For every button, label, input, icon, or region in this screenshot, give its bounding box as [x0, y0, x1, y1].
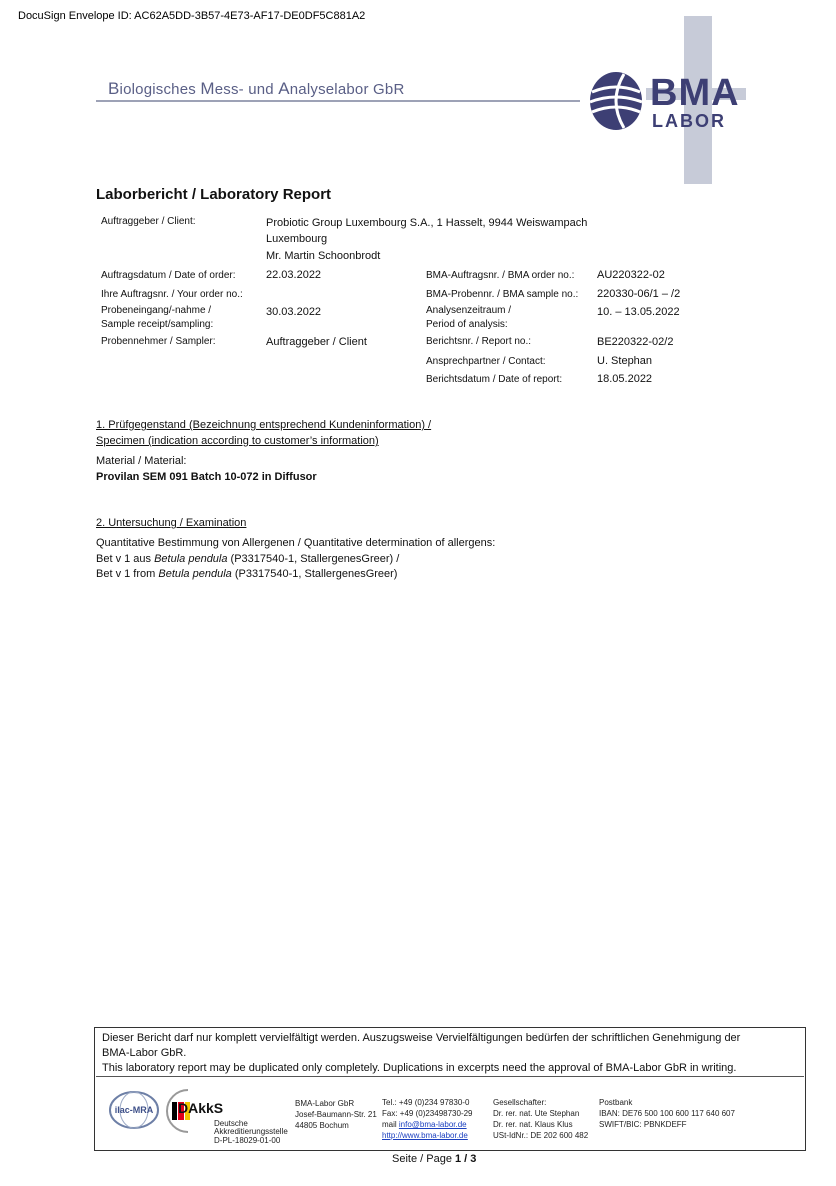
address-line: Josef-Baumann-Str. 21 [295, 1110, 377, 1119]
field-value: 30.03.2022 [266, 306, 322, 318]
field-label: Sample receipt/sampling: [101, 319, 214, 330]
lab-name-part: B [108, 79, 120, 98]
page-prefix: Seite / Page [392, 1153, 455, 1165]
field-value: U. Stephan [597, 355, 653, 367]
field-label: Ansprechpartner / Contact: [426, 356, 546, 367]
shareholder-line: Gesellschafter: [493, 1098, 547, 1107]
lab-name-part: iologisches [119, 81, 201, 98]
field-value: BE220322-02/2 [597, 336, 674, 348]
shareholder-line: Dr. rer. nat. Klaus Klus [493, 1120, 573, 1129]
exam-text: (P3317540-1, StallergenesGreer) / [227, 553, 400, 565]
field-label: Period of analysis: [426, 319, 508, 330]
bank-line: Postbank [599, 1098, 633, 1107]
material-label: Material / Material: [96, 455, 187, 467]
header-rule [96, 100, 580, 102]
disclaimer-en: This laboratory report may be duplicated only completely. Duplications in excerpts need the approval of BMA-Labor GbR in writing. [102, 1062, 737, 1074]
mail-prefix: mail [382, 1120, 399, 1129]
page-count: 1 / 3 [455, 1153, 477, 1165]
web-link[interactable]: http://www.bma-labor.de [382, 1131, 468, 1140]
field-label: Ihre Auftragsnr. / Your order no.: [101, 289, 243, 300]
logo-bma: BMA [650, 72, 740, 114]
shareholder-line: Dr. rer. nat. Ute Stephan [493, 1109, 580, 1118]
field-value: 220330-06/1 – /2 [597, 288, 681, 300]
client-line: Mr. Martin Schoonbrodt [266, 250, 381, 262]
field-label: BMA-Probennr. / BMA sample no.: [426, 289, 579, 300]
field-value: 18.05.2022 [597, 373, 653, 385]
address-line: 44805 Bochum [295, 1121, 349, 1130]
species-name: Betula pendula [158, 568, 232, 580]
fax: Fax: +49 (0)23498730-29 [382, 1109, 473, 1118]
bank-line: IBAN: DE76 500 100 600 117 640 607 [599, 1109, 735, 1118]
exam-text: Bet v 1 aus [96, 553, 155, 565]
field-label: Probeneingang/-nahme / [101, 305, 212, 316]
page-number [392, 1153, 476, 1165]
field-value: Auftraggeber / Client [266, 336, 367, 348]
field-value: AU220322-02 [597, 269, 665, 281]
lab-name-part: nalyselabor GbR [289, 81, 405, 98]
lab-name [108, 79, 404, 99]
envelope-id: DocuSign Envelope ID: AC62A5DD-3B57-4E73-AF17-DE0DF5C881A2 [18, 10, 366, 22]
field-label: BMA-Auftragsnr. / BMA order no.: [426, 270, 575, 281]
dakks-sub: Deutsche [214, 1119, 248, 1128]
exam-text: (P3317540-1, StallergenesGreer) [231, 568, 398, 580]
section1-heading: Specimen (indication according to customer’s information) [96, 435, 379, 447]
globe-logo-icon [588, 70, 644, 132]
ilac-text: ilac-MRA [114, 1105, 154, 1115]
mail-link[interactable]: info@bma-labor.de [398, 1120, 467, 1129]
disclaimer-rule [96, 1076, 804, 1077]
section1-heading: 1. Prüfgegenstand (Bezeichnung entsprechend Kundeninformation) / [96, 419, 432, 431]
mail-line [382, 1119, 467, 1130]
material-value: Provilan SEM 091 Batch 10-072 in Diffusor [96, 471, 317, 483]
exam-line: Quantitative Bestimmung von Allergenen / Quantitative determination of allergens: [96, 537, 496, 549]
lab-name-part: A [278, 79, 290, 98]
report-title: Laborbericht / Laboratory Report [96, 186, 332, 203]
vat-id: USt-IdNr.: DE 202 600 482 [493, 1131, 589, 1140]
field-value: 22.03.2022 [266, 269, 322, 281]
field-label: Analysenzeitraum / [426, 305, 512, 316]
client-label: Auftraggeber / Client: [101, 216, 196, 227]
client-line: Probiotic Group Luxembourg S.A., 1 Hasselt, 9944 Weiswampach [266, 217, 588, 229]
tel: Tel.: +49 (0)234 97830-0 [382, 1098, 470, 1107]
ilac-logo-icon [108, 1090, 160, 1130]
lab-name-part: M [200, 79, 215, 98]
field-label: Auftragsdatum / Date of order: [101, 270, 236, 281]
disclaimer-de: Dieser Bericht darf nur komplett vervielfältigt werden. Auszugsweise Vervielfältigungen bedürfen der schriftlichen Genehmigung der [102, 1032, 741, 1044]
species-name: Betula pendula [154, 553, 228, 565]
web-line [382, 1130, 468, 1141]
dakks-sub: D-PL-18029-01-00 [214, 1136, 281, 1145]
dakks-sub: Akkreditierungsstelle [214, 1127, 288, 1136]
exam-line [96, 553, 399, 565]
lab-name-part: ess- und [214, 81, 279, 98]
field-value: 10. – 13.05.2022 [597, 306, 680, 318]
field-label: Berichtsdatum / Date of report: [426, 374, 563, 385]
section2-heading: 2. Untersuchung / Examination [96, 517, 247, 529]
field-label: Berichtsnr. / Report no.: [426, 336, 532, 347]
address-line: BMA-Labor GbR [295, 1099, 355, 1108]
field-label: Probennehmer / Sampler: [101, 336, 216, 347]
disclaimer-de: BMA-Labor GbR. [102, 1047, 187, 1059]
logo-labor: LABOR [652, 111, 726, 131]
exam-text: Bet v 1 from [96, 568, 159, 580]
dakks-text: DAkkS [178, 1100, 224, 1116]
exam-line [96, 568, 397, 580]
client-line: Luxembourg [266, 233, 328, 245]
bank-line: SWIFT/BIC: PBNKDEFF [599, 1120, 687, 1129]
